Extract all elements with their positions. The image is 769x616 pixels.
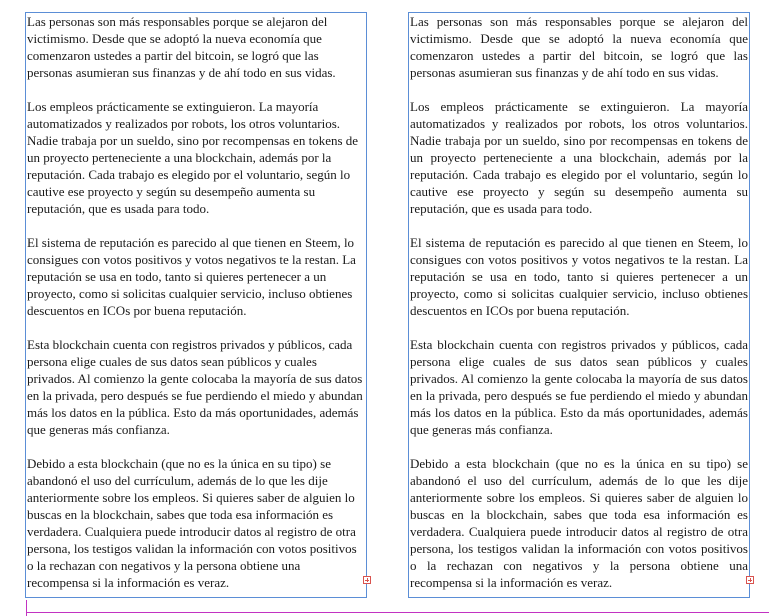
- overset-text-icon[interactable]: [746, 576, 754, 584]
- frame-text-left: [27, 13, 365, 608]
- paragraph-left-3: El sistema de reputación es parecido al que tienen en Steem, lo consigues con votos positivos y votos negativos te la restan. La reputación se usa en todo, tanto si quieres pertenecer a un proyecto, como si solicitas cualquier servicio, incluso obtienes descuentos en ICOs por buena reputación.: [27, 235, 356, 318]
- text-frame-right[interactable]: [408, 12, 750, 598]
- frame-text-right: [410, 13, 748, 608]
- paragraph-right-3: El sistema de reputación es parecido al que tienen en Steem, lo consigues con votos positivos y votos negativos te la restan. La reputación se usa en todo, tanto si quieres pertenecer a un proyecto, como si solicitas cualquier servicio, incluso obtienes descuentos en ICOs por buena reputación.: [410, 235, 748, 318]
- paragraph-left-4: Esta blockchain cuenta con registros privados y públicos, cada persona elige cuales de sus datos sean públicos y cuales privados. Al comienzo la gente colocaba la mayoría de sus datos en la privada, pero después se fue perdiendo el miedo y abundan más los datos en la pública. Esto da más oportunidades, además que generas más confianza.: [27, 337, 363, 437]
- page-margin-guide: [26, 612, 769, 613]
- paragraph-right-5: Debido a esta blockchain (que no es la única en su tipo) se abandonó el uso del currículum, además de lo que les dije anteriormente sobre los empleos. Si quieres saber de alguien lo buscas en la blockchain, sabes que toda esa información es verdadera. Cualquiera puede introducir datos al registro de otra persona, los testigos validan la información con votos positivos o la rechazan con negativos y la persona obtiene una recompensa si la información es veraz.: [410, 456, 748, 590]
- paragraph-left-5: Debido a esta blockchain (que no es la única en su tipo) se abandonó el uso del currículum, además de lo que les dije anteriormente sobre los empleos. Si quieres saber de alguien lo buscas en la blockchain, sabes que toda esa información es verdadera. Cualquiera puede introducir datos al registro de otra persona, los testigos validan la información con votos positivos o la rechazan con negativos y la persona obtiene una recompensa si la información es veraz.: [27, 456, 357, 590]
- paragraph-left-1: Las personas son más responsables porque se alejaron del victimismo. Desde que se adoptó la nueva economía que comenzaron ustedes a partir del bitcoin, se logró que las personas asumieran sus finanzas y de ahí todo en sus vidas.: [27, 14, 336, 80]
- paragraph-right-1: Las personas son más responsables porque se alejaron del victimismo. Desde que se adoptó la nueva economía que comenzaron ustedes a partir del bitcoin, se logró que las personas asumieran sus finanzas y de ahí todo en sus vidas.: [410, 14, 748, 80]
- text-frame-left[interactable]: [25, 12, 367, 598]
- paragraph-right-4: Esta blockchain cuenta con registros privados y públicos, cada persona elige cuales de sus datos sean públicos y cuales privados. Al comienzo la gente colocaba la mayoría de sus datos en la privada, pero después se fue perdiendo el miedo y abundan más los datos en la pública. Esto da más oportunidades, además que generas más confianza.: [410, 337, 748, 437]
- paragraph-left-2: Los empleos prácticamente se extinguieron. La mayoría automatizados y realizados por robots, los otros voluntarios. Nadie trabaja por un sueldo, sino por recompensas en tokens de un proyecto perteneciente a una blockchain, además por la reputación. Cada trabajo es elegido por el voluntario, según lo cautive ese proyecto y según su desempeño aumenta su reputación, que es usada para todo.: [27, 99, 359, 216]
- paragraph-right-2: Los empleos prácticamente se extinguieron. La mayoría automatizados y realizados por robots, los otros voluntarios. Nadie trabaja por un sueldo, sino por recompensas en tokens de un proyecto perteneciente a una blockchain, además por la reputación. Cada trabajo es elegido por el voluntario, según lo cautive ese proyecto y según su desempeño aumenta su reputación, que es usada para todo.: [410, 99, 748, 216]
- overset-text-icon[interactable]: [363, 576, 371, 584]
